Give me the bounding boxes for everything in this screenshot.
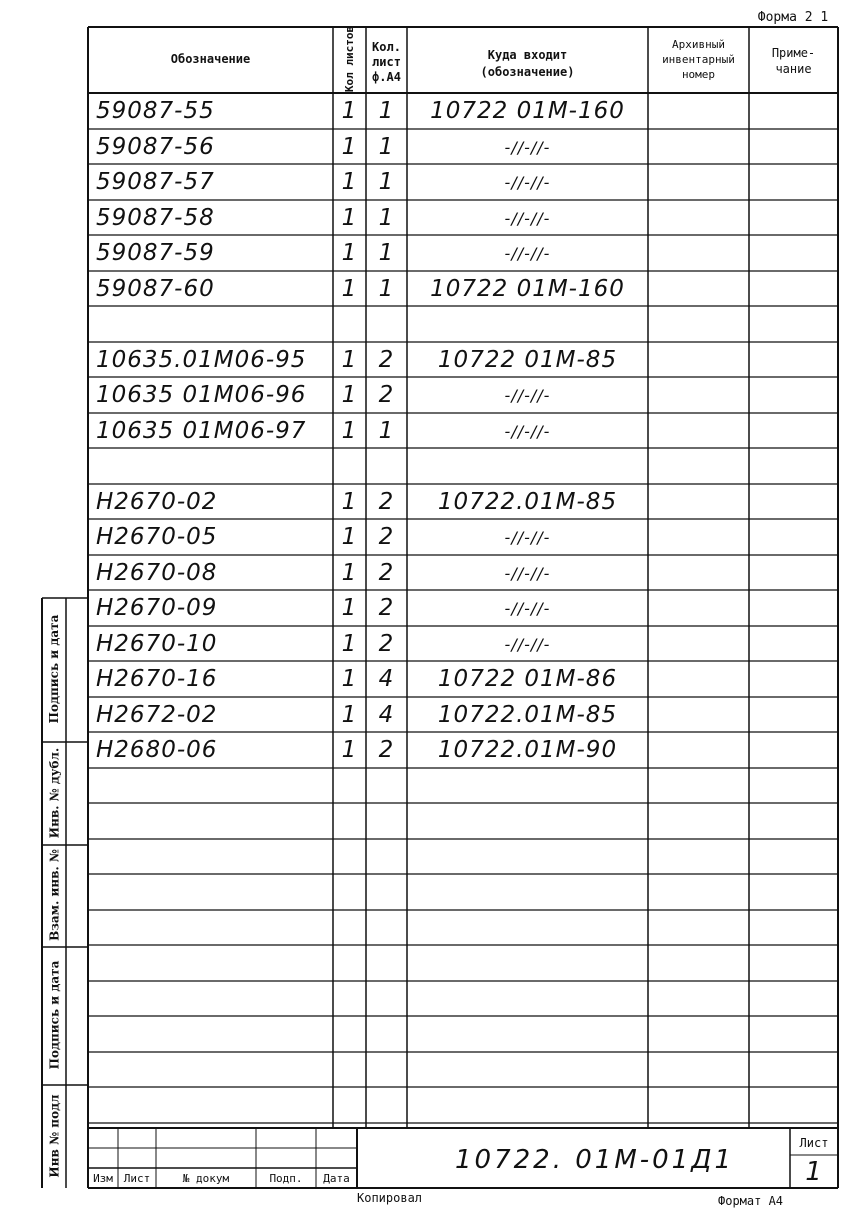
cell-a4: 4 [378, 666, 395, 692]
cell-designation: 59087-57 [96, 169, 215, 195]
header-designation: Обозначение [170, 52, 251, 66]
cell-sheets: 1 [341, 489, 358, 515]
cell-designation: Н2670-16 [96, 666, 218, 692]
cell-designation: Н2670-10 [96, 631, 218, 657]
cell-sheets: 1 [341, 737, 358, 763]
cell-designation: 10635 01М06-96 [96, 382, 307, 408]
cell-designation: 59087-60 [96, 276, 215, 302]
cell-used-in: -//-//- [504, 599, 551, 618]
header-used-in-line2: (обозначение) [480, 65, 575, 79]
header-sheets-a4-line2: лист [372, 55, 401, 69]
footer-format: Формат А4 [718, 1194, 784, 1208]
cell-a4: 4 [378, 702, 395, 728]
document-designation: 10722. 01М-01Д1 [455, 1145, 735, 1175]
header-sheets-a4-line1: Кол. [372, 40, 401, 54]
cell-sheets: 1 [341, 276, 358, 302]
stamp-sheet-label: Лист [799, 1136, 829, 1150]
stamp-podp: Подп. [269, 1172, 303, 1185]
cell-a4: 2 [378, 595, 395, 621]
stamp-doc-no: № докум [182, 1172, 230, 1185]
cell-designation: 59087-55 [96, 98, 215, 124]
header-sheets-count: Кол листов [343, 25, 356, 93]
cell-used-in: -//-//- [504, 564, 551, 583]
cell-a4: 2 [378, 489, 395, 515]
cell-a4: 1 [378, 240, 395, 266]
cell-sheets: 1 [341, 382, 358, 408]
cell-used-in: -//-//- [504, 173, 551, 192]
cell-designation: Н2670-05 [96, 524, 218, 550]
side-label-original-inv: Инв № подл [47, 1094, 62, 1178]
cell-a4: 2 [378, 524, 395, 550]
cell-a4: 1 [378, 418, 395, 444]
cell-a4: 1 [378, 98, 395, 124]
cell-designation: Н2672-02 [96, 702, 218, 728]
form-label: Форма 2 1 [757, 10, 829, 25]
cell-sheets: 1 [341, 169, 358, 195]
cell-sheets: 1 [341, 702, 358, 728]
cell-a4: 1 [378, 134, 395, 160]
cell-a4: 2 [378, 560, 395, 586]
side-label-signature-date-2: Подпись и дата [47, 960, 62, 1070]
cell-designation: 10635.01М06-95 [96, 347, 307, 373]
cell-used-in: -//-//- [504, 244, 551, 263]
stamp-data: Дата [323, 1172, 350, 1185]
cell-designation: Н2680-06 [96, 737, 218, 763]
cell-used-in: 10722.01М-90 [437, 737, 618, 763]
cell-a4: 1 [378, 205, 395, 231]
header-archive-line2: инвентарный [662, 53, 735, 66]
cell-designation: 59087-59 [96, 240, 215, 266]
cell-used-in: 10722 01М-160 [430, 276, 625, 302]
cell-used-in: 10722.01М-85 [437, 489, 618, 515]
cell-designation: 59087-58 [96, 205, 215, 231]
cell-sheets: 1 [341, 560, 358, 586]
cell-sheets: 1 [341, 666, 358, 692]
cell-used-in: -//-//- [504, 386, 551, 405]
cell-used-in: 10722 01М-160 [430, 98, 625, 124]
header-note-line1: Приме- [771, 46, 816, 60]
cell-a4: 1 [378, 169, 395, 195]
cell-a4: 2 [378, 347, 395, 373]
cell-designation: Н2670-02 [96, 489, 218, 515]
side-label-signature-date-1: Подпись и дата [47, 614, 61, 724]
cell-sheets: 1 [341, 347, 358, 373]
cell-sheets: 1 [341, 595, 358, 621]
cell-used-in: -//-//- [504, 209, 551, 228]
cell-used-in: -//-//- [504, 528, 551, 547]
header-sheets-a4-line3: ф.А4 [372, 70, 401, 84]
side-label-replaced-inv: Взам. инв. № [47, 849, 62, 941]
header-note-line2: чание [775, 62, 812, 76]
cell-designation: Н2670-09 [96, 595, 218, 621]
cell-sheets: 1 [341, 205, 358, 231]
cell-sheets: 1 [341, 240, 358, 266]
cell-a4: 2 [378, 631, 395, 657]
cell-designation: Н2670-08 [96, 560, 218, 586]
side-label-duplicate-inv: Инв. № дубл. [47, 747, 62, 839]
cell-a4: 2 [378, 382, 395, 408]
cell-sheets: 1 [341, 524, 358, 550]
cell-designation: 59087-56 [96, 134, 215, 160]
cell-a4: 2 [378, 737, 395, 763]
cell-a4: 1 [378, 276, 395, 302]
stamp-list: Лист [123, 1172, 151, 1185]
cell-designation: 10635 01М06-97 [96, 418, 307, 444]
cell-sheets: 1 [341, 418, 358, 444]
cell-sheets: 1 [341, 134, 358, 160]
header-archive-line3: номер [681, 68, 716, 81]
cell-used-in: -//-//- [504, 635, 551, 654]
cell-used-in: 10722 01М-86 [437, 666, 618, 692]
header-archive-line1: Архивный [672, 38, 725, 51]
footer-copied: Копировал [357, 1191, 423, 1205]
stamp-izm: Изм [93, 1172, 113, 1185]
stamp-sheet-number: 1 [805, 1157, 823, 1187]
header-used-in-line1: Куда входит [487, 48, 568, 62]
cell-sheets: 1 [341, 98, 358, 124]
cell-used-in: 10722.01М-85 [437, 702, 618, 728]
cell-used-in: -//-//- [504, 138, 551, 157]
cell-sheets: 1 [341, 631, 358, 657]
cell-used-in: -//-//- [504, 422, 551, 441]
cell-used-in: 10722 01М-85 [437, 347, 618, 373]
